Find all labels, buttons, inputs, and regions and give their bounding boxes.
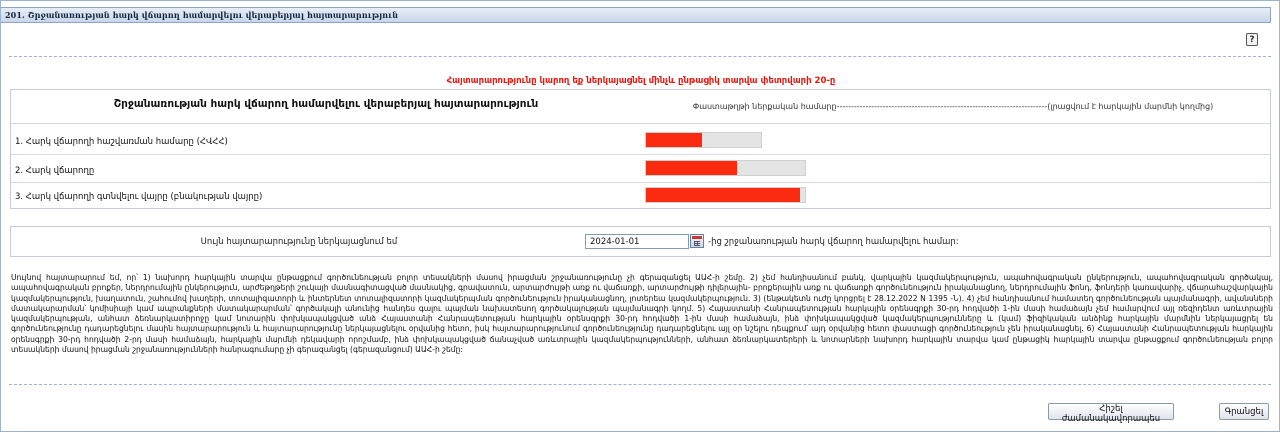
- row-divider: [11, 182, 1270, 183]
- divider-bottom: [9, 384, 1271, 385]
- effective-date-suffix: -ից շրջանառության հարկ վճարող համարվելու համար:: [708, 237, 959, 247]
- taxpayer-address-field[interactable]: [645, 187, 806, 203]
- document-number-note: Փաստաթղթի ներքական համարը-------------------------------------------------------------------------(լրացվում է հարկային մարմնի կողմից): [692, 102, 1214, 111]
- divider-top: [9, 56, 1271, 57]
- effective-date-input[interactable]: [585, 234, 689, 249]
- declaration-form: [10, 89, 1271, 209]
- taxpayer-name-field[interactable]: [645, 160, 806, 176]
- effective-date-label: Սույն հայտարարությունը ներկայացնում եմ: [200, 237, 398, 247]
- taxpayer-id-redaction: [646, 133, 702, 147]
- calendar-icon[interactable]: [690, 234, 704, 248]
- save-draft-button[interactable]: Հիշել ժամանակավորապես: [1048, 403, 1174, 420]
- deadline-notice: Հայտարարությունը կարող եք ներկայացնել մինչև ընթացիկ տարվա փետրվարի 20-ը: [446, 76, 836, 86]
- taxpayer-id-field[interactable]: [645, 132, 762, 148]
- form-heading: Շրջանառության հարկ վճարող համարվելու վերաբերյալ հայտարարություն: [113, 98, 539, 110]
- help-icon[interactable]: ?: [1246, 33, 1258, 46]
- window-title: 201. Շրջանառության հարկ վճարող համարվելու վերաբերյալ հայտարարություն: [1, 7, 1271, 23]
- row-divider: [11, 154, 1270, 155]
- row-divider: [11, 123, 1270, 124]
- taxpayer-name-redaction: [646, 161, 737, 175]
- taxpayer-address-redaction: [646, 188, 800, 202]
- effective-date-row: [10, 226, 1271, 257]
- declaration-text: Սույնով հայտարարում եմ, որ՝ 1) նախորդ հարկային տարվա ընթացքում գործունեության բոլոր տեսակների մասով իրացման շրջանառությունը չի գերազանցել ԱԱՀ-ի շեմը. 2) չեմ հանդիսանում բանկ, վարկային կազմակերպություն, ապահովագրական ընկերություն, ապահովագրական գործակալ, ապահովագրական բրոքեր, ներդրումային ընկերություն, արժեթղթերի շուկայի մասնագիտացված մասնակից, գրավատուն, արտարժույթի առք ու վաճառքի, արտարժույթի դիլերային- բրոքերային առք ու վաճառքի գործունեություն իրականացնող, ներդրումային ֆոնդ, ֆոնդերի կառավարիչ, վճարահաշվարկային կազմակերպություն, խաղատուն, շահումով խաղերի, տոտալիզատորի և ինտերնետ տոտալիզատորի կազմակերպման գործունեություն իրականացնող, լոտերեա կազմակերպություն. 3) (ենթակետն ուժը կորցրել է 28.12.2022 N 1395 -Ն). 4) չեմ հանդիսանում համատեղ գործունեության պայմանագրի, ավանսների մատակարարման՝ կոմիսիայի կամ ապրանքների մատակարարման՝ գործակալի անունից հանդես գալու պայման նախատեսող գործակալության պայմանագրի կողմ. 5) Հայաստանի Հանրապետության հարկային օրենսգրքի 30-րդ հոդվածի 1-ին մասի համաձայն չեմ համարվում այլ ռեզիդենտ առևտրային կազմակերպության, անհատ ձեռնարկատիրոջը կամ նոտարին փոխկապակցված անձ Հայաստանի Հանրապետության հարկային օրենսգրքի 30-րդ հոդվածի 1-ին մասի համաձայն, ինձ փոխկապակցված կազմակերպությունները և (կամ) ֆիզիկական անձինք հարկային մարմնին ներկայացրել են գործունեությունը դադարեցնելու մասին հայտարարություն և հայտարարությունը ներկայացնելու օրվանից հետո, իսկ հայտարարությունում գործունեությունը դադարեցնելու այլ օր նշելու դեպքում՝ այդ օրվանից հետո փաստացի գործունեություն չեն իրականացնել. 6) Հայաստանի Հանրապետության հարկային օրենսգրքի 30-րդ հոդվածի 2-րդ մասի համաձայն, հարկային մարմնի դեկավարի որոշմամբ, ինձ փոխկապակցված ճանաչված առևտրային կազմակերպությունների, անհատ ձեռնարկատերերի և նոտարների նախորդ հարկային տարվա կամ ընթացիկ հարկային տարվա ընթացքում գործունեության բոլոր տեսակների մասով իրացման շրջանառությունների հանրագումարը չի գերազանցել (գերազանցում) ԱԱՀ-ի շեմը:: [11, 273, 1273, 355]
- taxpayer-address-label: 3. Հարկ վճարողի գտնվելու վայրը (բնակության վայրը): [15, 192, 263, 202]
- taxpayer-id-label: 1. Հարկ վճարողի հաշվառման համարը (ՀՎՀՀ): [15, 137, 228, 147]
- submit-button[interactable]: Գրանցել: [1219, 403, 1269, 420]
- taxpayer-name-label: 2. Հարկ վճարողը: [15, 166, 95, 176]
